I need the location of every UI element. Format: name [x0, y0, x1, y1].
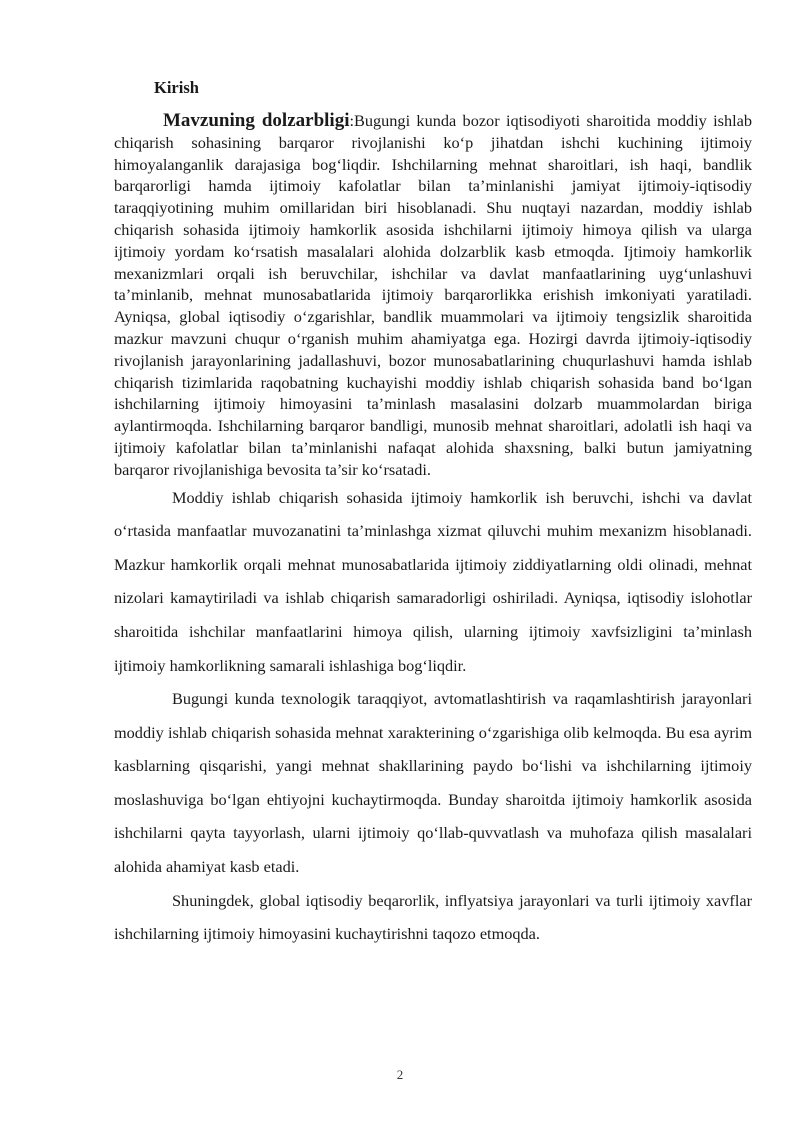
- body-paragraph-3: Shuningdek, global iqtisodiy beqarorlik, inflyatsiya jarayonlari va turli ijtimoiy xavflar ishchilarning ijtimoiy himoyasini kuchaytirishni taqozo etmoqda.: [114, 890, 752, 944]
- intro-paragraph: [114, 110, 752, 481]
- page-number: 2: [396, 1067, 404, 1082]
- body-paragraph-2: Bugungi kunda texnologik taraqqiyot, avtomatlashtirish va raqamlashtirish jarayonlari moddiy ishlab chiqarish sohasida mehnat xarakterining o‘zgarishiga olib kelmoqda. Bu esa ayrim kasblarning qisqarishi, yangi mehnat shakllarining paydo bo‘lishi va ishchilarning ijtimoiy moslashuviga bo‘lgan ehtiyojni kuchaytirmoqda. Bunday sharoitda ijtimoiy hamkorlik asosida ishchilarni qayta tayyorlash, ularni ijtimoiy qo‘llab-quvvatlash va muhofaza qilish masalalari alohida ahamiyat kasb etadi.: [114, 689, 752, 877]
- document-page: [114, 76, 752, 951]
- intro-text: :Bugungi kunda bozor iqtisodiyoti sharoitida moddiy ishlab chiqarish sohasining barqaror rivojlanishi ko‘p jihatdan ishchi kuchining ijtimoiy himoyalanganlik darajasiga bog‘liqdir. Ishchilarning mehnat sharoitlari, ish haqi, bandlik barqarorligi hamda ijtimoiy kafolatlar bilan ta’minlanishi jamiyat ijtimoiy-iqtisodiy taraqqiyotining muhim omillaridan biri hisoblanadi. Shu nuqtayi nazardan, moddiy ishlab chiqarish sohasida ijtimoiy hamkorlik asosida ishchilarni ijtimoiy himoya qilish va ularga ijtimoiy yordam ko‘rsatish masalalari alohida dolzarblik kasb etmoqda. Ijtimoiy hamkorlik mexanizmlari orqali ish beruvchilar, ishchilar va davlat manfaatlarining uyg‘unlashuvi ta’minlanib, mehnat munosabatlarida ijtimoiy barqarorlikka erishish imkoniyati yaratiladi. Ayniqsa, global iqtisodiy o‘zgarishlar, bandlik muammolari va ijtimoiy tengsizlik sharoitida mazkur mavzuni chuqur o‘rganish muhim ahamiyatga ega. Hozirgi davrda ijtimoiy-iqtisodiy rivojlanish jarayonlarining jadallashuvi, bozor munosabatlarining chuqurlashuvi hamda ishlab chiqarish tizimlarida raqobatning kuchayishi moddiy ishlab chiqarish sohasida band bo‘lgan ishchilarning ijtimoiy himoyasini ta’minlash masalasini dolzarb muammolardan biriga aylantirmoqda. Ishchilarning barqaror bandligi, munosib mehnat sharoitlari, adolatli ish haqi va ijtimoiy kafolatlar bilan ta’minlanishi nafaqat alohida shaxsning, balki butun jamiyatning barqaror rivojlanishiga bevosita ta’sir ko‘rsatadi.: [114, 111, 752, 479]
- section-heading: Kirish: [154, 78, 199, 97]
- body-paragraph-1: Moddiy ishlab chiqarish sohasida ijtimoiy hamkorlik ish beruvchi, ishchi va davlat o‘rtasida manfaatlar muvozanatini ta’minlashga xizmat qiluvchi muhim mexanizm hisoblanadi. Mazkur hamkorlik orqali mehnat munosabatlarida ijtimoiy ziddiyatlarning oldi olinadi, mehnat nizolari kamaytiriladi va ishlab chiqarish samaradorligi oshiriladi. Ayniqsa, iqtisodiy islohotlar sharoitida ishchilar manfaatlarini himoya qilish, ularning ijtimoiy xavfsizligini ta’minlash ijtimoiy hamkorlikning samarali ishlashiga bog‘liqdir.: [114, 487, 752, 675]
- intro-lead: Mavzuning dolzarbligi: [163, 110, 350, 131]
